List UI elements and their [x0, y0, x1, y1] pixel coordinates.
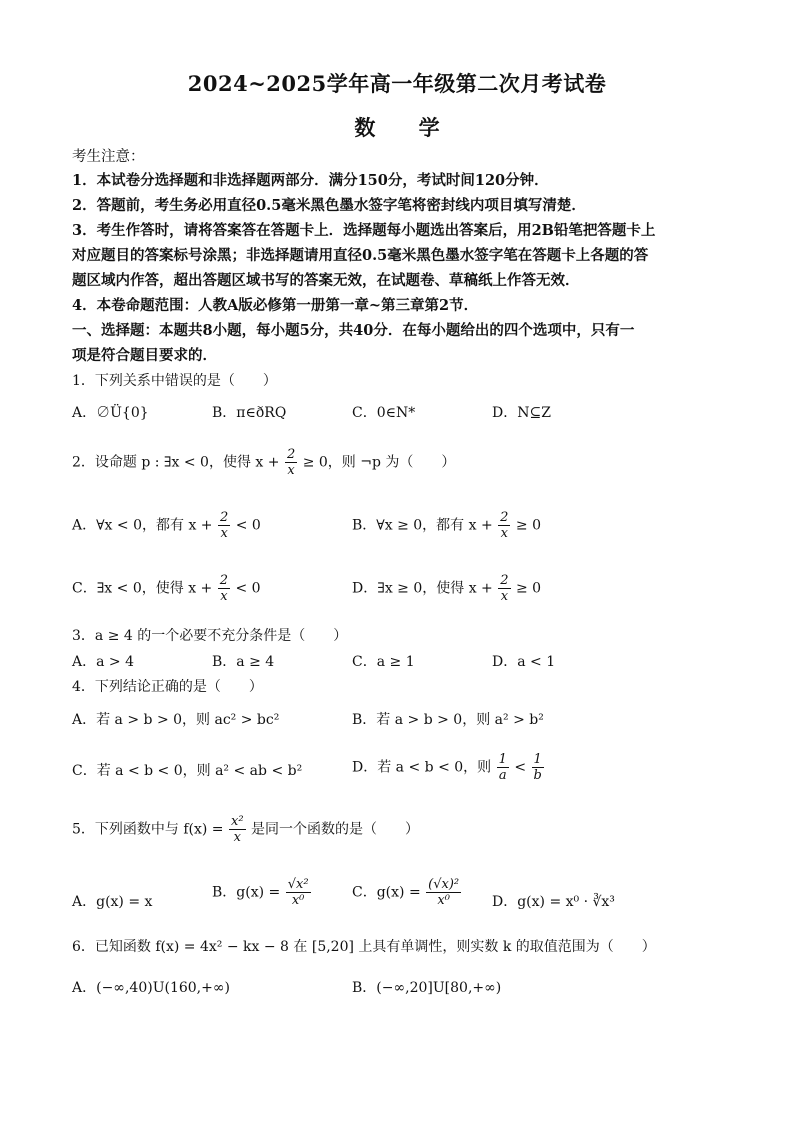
- q6-option-b: B．(−∞,20]U[80,+∞): [352, 980, 502, 996]
- q6-option-a: A．(−∞,40)U(160,+∞): [72, 980, 230, 996]
- q3-option-d: D．a < 1: [492, 654, 556, 670]
- q5-stem: 5．下列函数中与 f(x) = $\frac{\text{x²}}{x}$ 是同一个函数的是（ ）: [72, 814, 419, 845]
- note-1: 1．本试卷分选择题和非选择题两部分．满分150分，考试时间120分钟．: [72, 172, 549, 189]
- q2-option-c: C．∃x < 0，使得 x + $\frac{2}{x}$ < 0: [72, 573, 261, 604]
- q5-option-d: D．g(x) = x⁰ · ∛x³: [492, 894, 615, 910]
- q5-option-a: A．g(x) = x: [72, 894, 153, 910]
- q2-stem-fraction: $\frac{2}{x}$: [286, 447, 296, 478]
- q4-option-c: C．若 a < b < 0，则 a² < ab < b²: [72, 763, 303, 779]
- q5-option-c: C．g(x) = $\frac{\text{(√x)²}}{\text{x⁰}}$: [352, 877, 460, 908]
- note-4: 4．本卷命题范围：人教A版必修第一册第一章~第三章第2节．: [72, 297, 479, 314]
- q4-option-a: A．若 a > b > 0，则 ac² > bc²: [72, 712, 280, 728]
- q2-option-a: A．∀x < 0，都有 x + $\frac{2}{x}$ < 0: [72, 510, 261, 541]
- q1-stem: 1．下列关系中错误的是（ ）: [72, 373, 277, 389]
- q1-option-c: C．0∈N*: [352, 405, 416, 421]
- q6-stem: 6．已知函数 f(x) = 4x² − kx − 8 在 [5,20] 上具有单调性，则实数 k 的取值范围为（ ）: [72, 939, 656, 955]
- q1-option-d: D．N⊆Z: [492, 405, 551, 421]
- q4-option-d: D．若 a < b < 0，则 $\frac{1}{a}$ < $\frac{1}{b}$: [352, 752, 542, 783]
- q1-option-a: A．∅Ü{0}: [72, 405, 149, 421]
- q2-option-d: D．∃x ≥ 0，使得 x + $\frac{2}{x}$ ≥ 0: [352, 573, 542, 604]
- note-3b: 对应题目的答案标号涂黑；非选择题请用直径0.5毫米黑色墨水签字笔在答题卡上各题的答: [72, 247, 649, 264]
- notes-heading: 考生注意：: [72, 149, 145, 165]
- exam-title: 2024~2025学年高一年级第二次月考试卷: [187, 71, 607, 96]
- q2-option-b: B．∀x ≥ 0，都有 x + $\frac{2}{x}$ ≥ 0: [352, 510, 541, 541]
- q3-option-b: B．a ≥ 4: [212, 654, 275, 670]
- q1-option-b: B．π∈ðRQ: [212, 405, 287, 421]
- note-2: 2．答题前，考生务必用直径0.5毫米黑色墨水签字笔将密封线内项目填写清楚．: [72, 197, 586, 214]
- q2-stem: 2．设命题 p : ∃x < 0，使得 x + $\frac{2}{x}$ ≥ 0，则 ¬p 为（ ）: [72, 447, 456, 478]
- q3-option-c: C．a ≥ 1: [352, 654, 415, 670]
- q3-stem: 3．a ≥ 4 的一个必要不充分条件是（ ）: [72, 628, 348, 644]
- exam-subject: 数 学: [354, 115, 458, 140]
- section1-line2: 项是符合题目要求的．: [72, 347, 217, 364]
- q5-option-b: B．g(x) = $\frac{\text{√x²}}{\text{x⁰}}$: [212, 877, 309, 908]
- section1-line1: 一、选择题：本题共8小题，每小题5分，共40分．在每小题给出的四个选项中，只有一: [72, 322, 635, 339]
- q3-option-a: A．a > 4: [72, 654, 134, 670]
- q4-stem: 4．下列结论正确的是（ ）: [72, 679, 263, 695]
- note-3a: 3．考生作答时，请将答案答在答题卡上．选择题每小题选出答案后，用2B铅笔把答题卡上: [72, 222, 656, 239]
- note-3c: 题区域内作答，超出答题区域书写的答案无效，在试题卷、草稿纸上作答无效．: [72, 272, 580, 289]
- q4-option-b: B．若 a > b > 0，则 a² > b²: [352, 712, 544, 728]
